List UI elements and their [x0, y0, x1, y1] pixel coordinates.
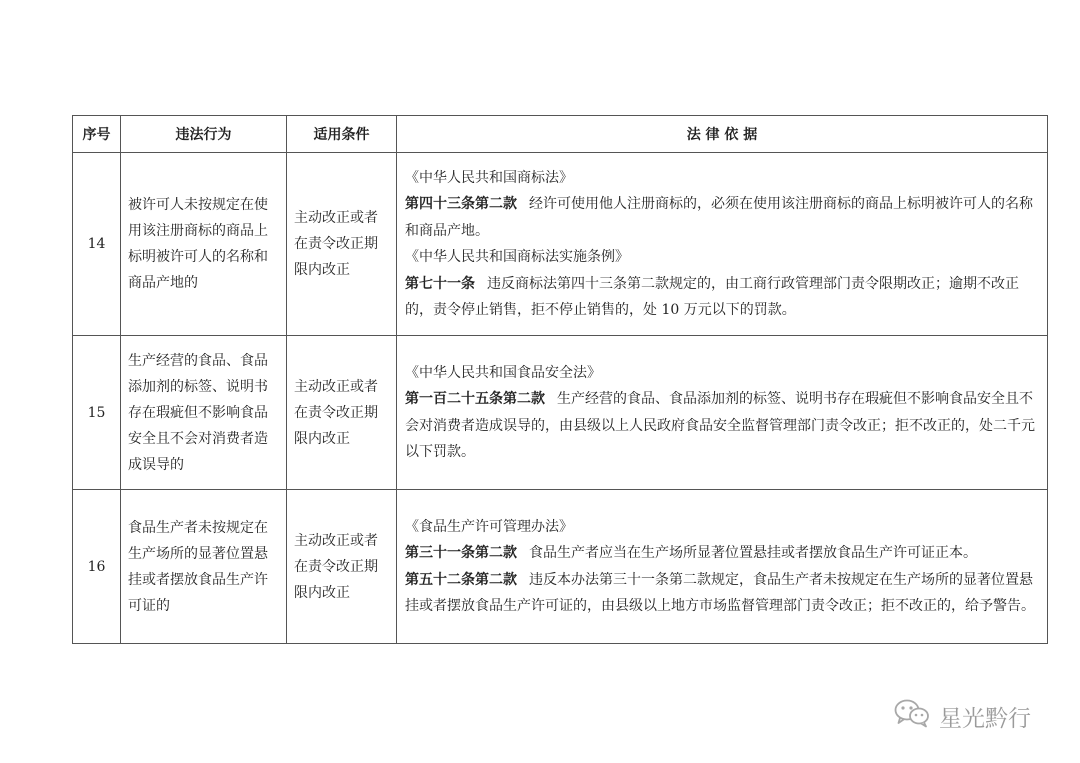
clause-text: 经许可使用他人注册商标的，必须在使用该注册商标的商品上标明被许可人的名称和商品产地。	[405, 196, 1033, 239]
table-header-row	[73, 116, 1048, 153]
law-table	[72, 115, 1048, 644]
clause-label: 第五十二条第二款	[405, 571, 517, 588]
applicable-condition: 主动改正或者在责令改正期限内改正	[287, 153, 397, 336]
legal-basis	[397, 336, 1048, 490]
clause-text: 食品生产者应当在生产场所显著位置悬挂或者摆放食品生产许可证正本。	[529, 545, 977, 561]
clause-entry	[405, 191, 1039, 244]
watermark-text: 星光黔行	[939, 705, 1031, 732]
header-number: 序号	[73, 116, 121, 153]
clause-text: 生产经营的食品、食品添加剂的标签、说明书存在瑕疵但不影响食品安全且不会对消费者造成误导的，由县级以上人民政府食品安全监督管理部门责令改正；拒不改正的，处二千元以下罚款。	[405, 391, 1035, 460]
header-legal-basis: 法 律 依 据	[397, 116, 1048, 153]
clause-text: 违反商标法第四十三条第二款规定的，由工商行政管理部门责令限期改正；逾期不改正的，责令停止销售，拒不停止销售的，处 10 万元以下的罚款。	[405, 275, 1019, 318]
clause-entry	[405, 271, 1039, 324]
header-condition: 适用条件	[287, 116, 397, 153]
table-row	[73, 153, 1048, 336]
law-title: 《中华人民共和国食品安全法》	[405, 364, 601, 381]
clause-label: 第三十一条第二款	[405, 545, 517, 561]
clause-entry	[405, 386, 1039, 466]
clause-label: 第七十一条	[405, 275, 475, 292]
table-row	[73, 336, 1048, 490]
row-number: 16	[73, 490, 121, 644]
law-title: 《中华人民共和国商标法》	[405, 169, 573, 186]
law-title: 《中华人民共和国商标法实施条例》	[405, 249, 629, 265]
header-behavior: 违法行为	[121, 116, 287, 153]
applicable-condition: 主动改正或者在责令改正期限内改正	[287, 336, 397, 490]
row-number: 14	[73, 153, 121, 336]
applicable-condition: 主动改正或者在责令改正期限内改正	[287, 490, 397, 644]
violation-behavior: 被许可人未按规定在使用该注册商标的商品上标明被许可人的名称和商品产地的	[121, 153, 287, 336]
clause-text: 违反本办法第三十一条第二款规定，食品生产者未按规定在生产场所的显著位置悬挂或者摆放食品生产许可证的，由县级以上地方市场监督管理部门责令改正；拒不改正的，给予警告。	[405, 571, 1035, 614]
wechat-icon	[893, 697, 931, 735]
violation-behavior: 生产经营的食品、食品添加剂的标签、说明书存在瑕疵但不影响食品安全且不会对消费者造成误导的	[121, 336, 287, 490]
law-title: 《食品生产许可管理办法》	[405, 518, 573, 535]
legal-basis	[397, 153, 1048, 336]
clause-label: 第一百二十五条第二款	[405, 391, 545, 407]
watermark	[893, 698, 1031, 734]
table-row	[73, 490, 1048, 644]
row-number: 15	[73, 336, 121, 490]
violation-behavior: 食品生产者未按规定在生产场所的显著位置悬挂或者摆放食品生产许可证的	[121, 490, 287, 644]
clause-label: 第四十三条第二款	[405, 196, 517, 212]
legal-basis	[397, 490, 1048, 644]
clause-entry	[405, 567, 1039, 620]
clause-entry	[405, 540, 1039, 567]
